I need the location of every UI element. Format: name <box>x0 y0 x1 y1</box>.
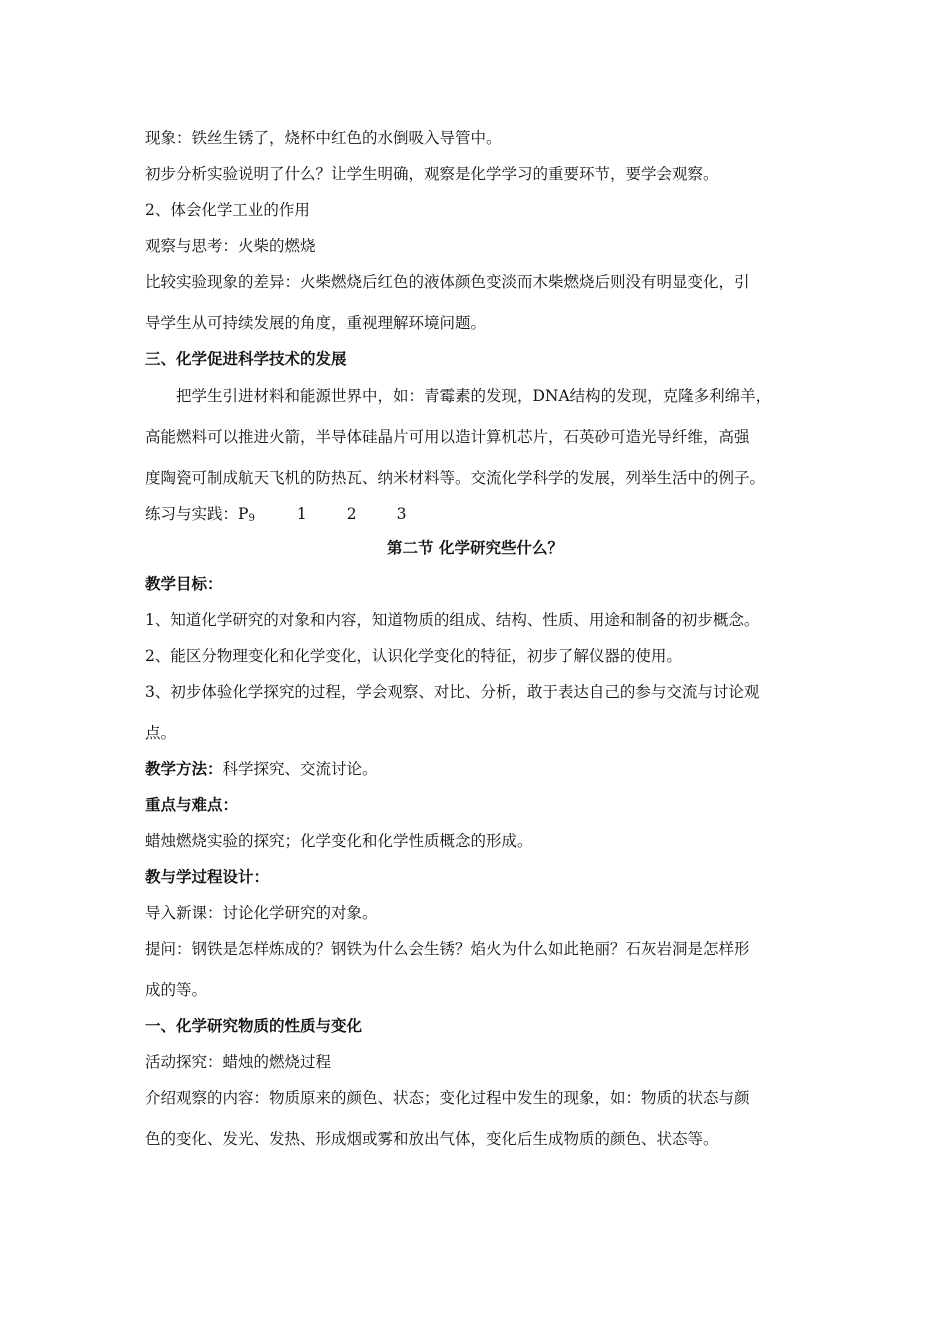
paragraph-line: 观察与思考：火柴的燃烧 <box>145 237 316 255</box>
paragraph-line: 色的变化、发光、发热、形成烟或雾和放出气体，变化后生成物质的颜色、状态等。 <box>145 1130 719 1148</box>
paragraph-line: 导入新课：讨论化学研究的对象。 <box>145 904 378 922</box>
paragraph-line: 比较实验现象的差异：火柴燃烧后红色的液体颜色变淡而木柴燃烧后则没有明显变化，引 <box>145 273 750 291</box>
section-heading: 一、化学研究物质的性质与变化 <box>145 1016 363 1035</box>
subheading-teaching-goals: 教学目标： <box>145 574 223 593</box>
teaching-method-label: 教学方法： <box>145 759 223 778</box>
section-heading: 三、化学促进科学技术的发展 <box>145 349 347 368</box>
paragraph-line: 成的等。 <box>145 981 208 999</box>
exercise-item: 3 <box>396 505 407 523</box>
paragraph-line: 活动探究：蜡烛的燃烧过程 <box>145 1053 332 1071</box>
subheading-process-design: 教与学过程设计： <box>145 867 270 886</box>
exercise-label: 练习与实践：P <box>145 505 249 523</box>
paragraph-line: 提问：钢铁是怎样炼成的？钢铁为什么会生锈？焰火为什么如此艳丽？石灰岩洞是怎样形 <box>145 940 750 958</box>
paragraph-line: 蜡烛燃烧实验的探究；化学变化和化学性质概念的形成。 <box>145 832 533 850</box>
paragraph-line: 高能燃料可以推进火箭，半导体硅晶片可用以造计算机芯片，石英砂可造光导纤维，高强 <box>145 428 750 446</box>
teaching-method-text: 科学探究、交流讨论。 <box>222 760 378 778</box>
paragraph-line: 把学生引进材料和能源世界中，如：青霉素的发现，DNA结构的发现，克隆多利绵羊， <box>145 387 772 405</box>
exercise-item: 2 <box>346 505 357 523</box>
paragraph-line: 导学生从可持续发展的角度，重视理解环境问题。 <box>145 314 487 332</box>
paragraph-line: 2、能区分物理变化和化学变化，认识化学变化的特征，初步了解仪器的使用。 <box>145 647 682 665</box>
exercise-line <box>145 504 815 529</box>
exercise-page-subscript: 9 <box>248 513 255 524</box>
paragraph-line: 介绍观察的内容：物质原来的颜色、状态；变化过程中发生的现象，如：物质的状态与颜 <box>145 1089 750 1107</box>
teaching-method-line <box>145 759 815 779</box>
paragraph-line: 现象：铁丝生锈了，烧杯中红色的水倒吸入导管中。 <box>145 129 502 147</box>
exercise-item: 1 <box>296 505 307 523</box>
paragraph-line: 3、初步体验化学探究的过程，学会观察、对比、分析，敢于表达自己的参与交流与讨论观 <box>145 683 760 701</box>
paragraph-line: 2、体会化学工业的作用 <box>145 201 310 219</box>
paragraph-line: 1、知道化学研究的对象和内容，知道物质的组成、结构、性质、用途和制备的初步概念。 <box>145 611 760 629</box>
section-title: 第二节 化学研究些什么？ <box>387 538 563 557</box>
subheading-key-points: 重点与难点： <box>145 795 239 814</box>
paragraph-line: 初步分析实验说明了什么？让学生明确，观察是化学学习的重要环节，要学会观察。 <box>145 165 719 183</box>
paragraph-line: 点。 <box>145 724 177 742</box>
paragraph-line: 度陶瓷可制成航天飞机的防热瓦、纳米材料等。交流化学科学的发展，列举生活中的例子。 <box>145 469 766 487</box>
